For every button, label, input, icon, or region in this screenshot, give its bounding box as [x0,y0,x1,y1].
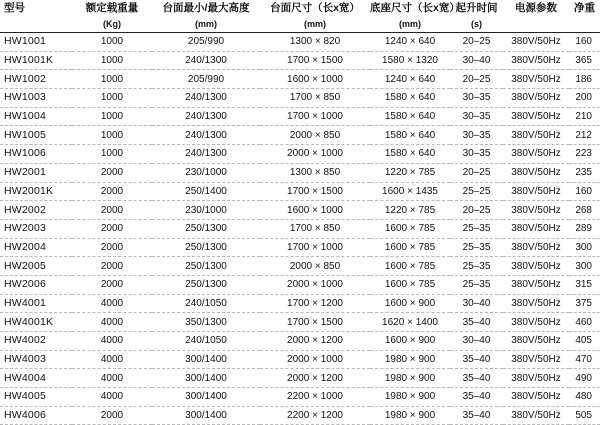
cell-model: HW2001 [4,166,47,179]
table-row [0,219,600,238]
units-lift-time: (s) [471,19,482,29]
cell-power: 380V/50Hz [511,185,561,197]
cell-load: 2000 [100,410,124,422]
cell-base-size: 1220 × 785 [384,167,436,179]
cell-net-weight: 200 [575,92,592,104]
cell-net-weight: 490 [575,372,592,384]
cell-model: HW1002 [4,72,47,85]
cell-load: 2000 [100,223,124,235]
cell-base-size: 1240 × 640 [384,36,436,48]
cell-base-size: 1600 × 900 [384,335,436,347]
cell-height: 240/1300 [185,55,227,67]
units-base-size: (mm) [399,19,421,29]
cell-model: HW1004 [4,110,47,123]
cell-table-size: 1300 × 820 [289,36,341,48]
cell-base-size: 1580 × 640 [384,129,436,141]
cell-load: 4000 [100,316,124,328]
cell-lift-time: 35–40 [462,354,491,366]
cell-power: 380V/50Hz [511,316,561,328]
cell-table-size: 1300 × 850 [289,167,341,179]
cell-net-weight: 470 [575,354,592,366]
cell-table-size: 2000 × 1000 [287,148,343,160]
cell-power: 380V/50Hz [511,73,561,85]
cell-lift-time: 20–25 [462,167,491,179]
cell-power: 380V/50Hz [511,55,561,67]
cell-table-size: 2200 × 1000 [287,391,343,403]
table-row [0,369,600,388]
cell-power: 380V/50Hz [511,354,561,366]
cell-lift-time: 20–25 [462,36,491,48]
table-row [0,182,600,201]
cell-lift-time: 25–35 [462,260,491,272]
cell-height: 250/1300 [185,241,227,253]
cell-net-weight: 186 [575,73,592,85]
cell-height: 205/990 [187,73,225,85]
cell-power: 380V/50Hz [511,335,561,347]
cell-lift-time: 30–35 [462,148,491,160]
cell-table-size: 2000 × 850 [289,129,341,141]
cell-power: 380V/50Hz [511,391,561,403]
cell-power: 380V/50Hz [511,167,561,179]
cell-power: 380V/50Hz [511,204,561,216]
cell-power: 380V/50Hz [511,410,561,422]
table-row [0,350,600,369]
cell-model: HW4005 [4,390,47,403]
units-model [0,16,72,33]
cell-model: HW4001 [4,296,47,309]
cell-net-weight: 160 [575,185,592,197]
cell-model: HW4003 [4,353,47,366]
header-table-size: 台面尺寸（长x宽） [270,2,360,14]
table-row [0,70,600,89]
units-power [503,16,569,33]
cell-load: 4000 [100,372,124,384]
cell-load: 2000 [100,279,124,291]
cell-height: 240/1050 [185,297,227,309]
cell-height: 240/1300 [185,92,227,104]
table-row [0,163,600,182]
cell-base-size: 1600 × 785 [384,260,436,272]
table-row [0,51,600,70]
cell-height: 350/1300 [185,316,227,328]
cell-net-weight: 480 [575,391,592,403]
cell-load: 2000 [100,185,124,197]
cell-net-weight: 315 [575,279,592,291]
cell-height: 240/1300 [185,111,227,123]
cell-base-size: 1580 × 640 [384,111,436,123]
cell-base-size: 1980 × 900 [384,410,436,422]
table-row [0,201,600,220]
cell-load: 2000 [100,167,124,179]
cell-load: 4000 [100,297,124,309]
cell-model: HW4002 [4,334,47,347]
cell-model: HW1001 [4,35,47,48]
cell-table-size: 1700 × 1500 [287,316,343,328]
cell-base-size: 1980 × 900 [384,354,436,366]
cell-load: 2000 [100,260,124,272]
table-row [0,33,600,52]
cell-table-size: 2000 × 850 [289,260,341,272]
table-row [0,313,600,332]
header-base-size: 底座尺寸（长x宽） [370,2,460,14]
cell-net-weight: 210 [575,111,592,123]
cell-base-size: 1980 × 900 [384,372,436,384]
cell-model: HW1003 [4,91,47,104]
cell-model: HW1006 [4,147,47,160]
units-table-size: (mm) [304,19,326,29]
cell-load: 1000 [100,129,124,141]
cell-height: 250/1300 [185,279,227,291]
cell-lift-time: 35–40 [462,391,491,403]
cell-lift-time: 30–35 [462,92,491,104]
cell-net-weight: 212 [575,129,592,141]
table-row [0,145,600,164]
units-load: (Kg) [103,19,121,29]
cell-lift-time: 25–35 [462,223,491,235]
cell-model: HW4006 [4,409,47,422]
cell-base-size: 1600 × 1435 [382,185,438,197]
header-height: 台面最小/最大高度 [162,2,250,14]
cell-base-size: 1220 × 785 [384,204,436,216]
cell-load: 4000 [100,391,124,403]
header-row [0,0,600,16]
header-model: 型号 [4,2,25,14]
cell-lift-time: 30–40 [462,335,491,347]
units-net-weight [569,16,600,33]
cell-table-size: 1600 × 1000 [287,204,343,216]
cell-power: 380V/50Hz [511,129,561,141]
cell-power: 380V/50Hz [511,297,561,309]
table-row [0,238,600,257]
cell-height: 250/1300 [185,223,227,235]
cell-net-weight: 289 [575,223,592,235]
cell-base-size: 1980 × 900 [384,391,436,403]
cell-table-size: 1700 × 850 [289,92,341,104]
table-row [0,126,600,145]
cell-height: 300/1400 [185,354,227,366]
cell-net-weight: 300 [575,241,592,253]
cell-base-size: 1580 × 1320 [382,55,438,67]
cell-model: HW4001K [4,315,54,328]
cell-lift-time: 25–25 [462,185,491,197]
cell-net-weight: 460 [575,316,592,328]
cell-power: 380V/50Hz [511,148,561,160]
cell-table-size: 1600 × 1000 [287,73,343,85]
table-row [0,388,600,407]
cell-base-size: 1600 × 900 [384,297,436,309]
cell-load: 1000 [100,92,124,104]
cell-lift-time: 25–35 [462,279,491,291]
cell-model: HW2002 [4,203,47,216]
cell-load: 1000 [100,55,124,67]
units-row [0,16,600,33]
table-header [0,0,600,33]
cell-height: 240/1300 [185,148,227,160]
cell-net-weight: 235 [575,167,592,179]
header-power: 电源参数 [515,2,557,14]
header-lift-time: 起升时间 [455,2,498,14]
table-row [0,89,600,108]
cell-power: 380V/50Hz [511,241,561,253]
cell-height: 250/1300 [185,260,227,272]
cell-height: 230/1000 [185,167,227,179]
cell-model: HW2006 [4,278,47,291]
cell-model: HW4004 [4,371,47,384]
cell-height: 240/1300 [185,129,227,141]
cell-net-weight: 160 [575,36,592,48]
cell-table-size: 2000 × 1200 [287,335,343,347]
cell-power: 380V/50Hz [511,279,561,291]
cell-model: HW2004 [4,240,47,253]
cell-base-size: 1580 × 640 [384,92,436,104]
cell-net-weight: 375 [575,297,592,309]
table-row [0,332,600,351]
cell-net-weight: 405 [575,335,592,347]
cell-load: 2000 [100,241,124,253]
table-row [0,107,600,126]
cell-lift-time: 30–35 [462,129,491,141]
header-net-weight: 净重 [574,2,595,14]
cell-lift-time: 35–40 [462,316,491,328]
cell-net-weight: 300 [575,260,592,272]
cell-lift-time: 20–25 [462,73,491,85]
cell-power: 380V/50Hz [511,36,561,48]
cell-power: 380V/50Hz [511,260,561,272]
cell-net-weight: 505 [575,410,592,422]
cell-table-size: 1700 × 1500 [287,55,343,67]
cell-model: HW2005 [4,259,47,272]
cell-base-size: 1620 × 1400 [382,316,438,328]
cell-net-weight: 268 [575,204,592,216]
table-row [0,294,600,313]
cell-table-size: 1700 × 850 [289,223,341,235]
cell-table-size: 2000 × 1200 [287,372,343,384]
cell-model: HW2001K [4,184,54,197]
cell-table-size: 1700 × 1500 [287,185,343,197]
cell-load: 1000 [100,73,124,85]
cell-table-size: 2000 × 1000 [287,354,343,366]
cell-base-size: 1580 × 640 [384,148,436,160]
cell-power: 380V/50Hz [511,111,561,123]
cell-power: 380V/50Hz [511,92,561,104]
cell-load: 1000 [100,148,124,160]
cell-table-size: 2000 × 1000 [287,279,343,291]
cell-power: 380V/50Hz [511,223,561,235]
cell-height: 300/1400 [185,391,227,403]
cell-net-weight: 223 [575,148,592,160]
cell-lift-time: 30–35 [462,111,491,123]
cell-load: 2000 [100,204,124,216]
cell-base-size: 1600 × 785 [384,223,436,235]
cell-lift-time: 35–40 [462,410,491,422]
cell-net-weight: 365 [575,55,592,67]
cell-load: 4000 [100,354,124,366]
cell-height: 205/990 [187,36,225,48]
cell-table-size: 1700 × 1000 [287,111,343,123]
table-row [0,257,600,276]
cell-power: 380V/50Hz [511,372,561,384]
cell-load: 1000 [100,36,124,48]
cell-height: 230/1000 [185,204,227,216]
table-body [0,33,600,425]
cell-model: HW1005 [4,128,47,141]
cell-base-size: 1240 × 640 [384,73,436,85]
cell-lift-time: 35–40 [462,372,491,384]
cell-table-size: 2200 × 1200 [287,410,343,422]
cell-table-size: 1700 × 1000 [287,241,343,253]
cell-table-size: 1700 × 1200 [287,297,343,309]
cell-lift-time: 30–40 [462,55,491,67]
cell-model: HW1001K [4,54,54,67]
cell-base-size: 1600 × 785 [384,241,436,253]
cell-height: 250/1400 [185,185,227,197]
cell-lift-time: 25–35 [462,241,491,253]
cell-load: 4000 [100,335,124,347]
table-row [0,406,600,425]
header-load: 额定载重量 [85,2,139,14]
cell-height: 300/1400 [185,372,227,384]
cell-model: HW2003 [4,222,47,235]
cell-base-size: 1600 × 785 [384,279,436,291]
cell-height: 240/1050 [185,335,227,347]
units-height: (mm) [195,19,217,29]
cell-lift-time: 20–25 [462,204,491,216]
cell-load: 1000 [100,111,124,123]
table-row [0,275,600,294]
cell-height: 300/1400 [185,410,227,422]
cell-lift-time: 30–40 [462,297,491,309]
